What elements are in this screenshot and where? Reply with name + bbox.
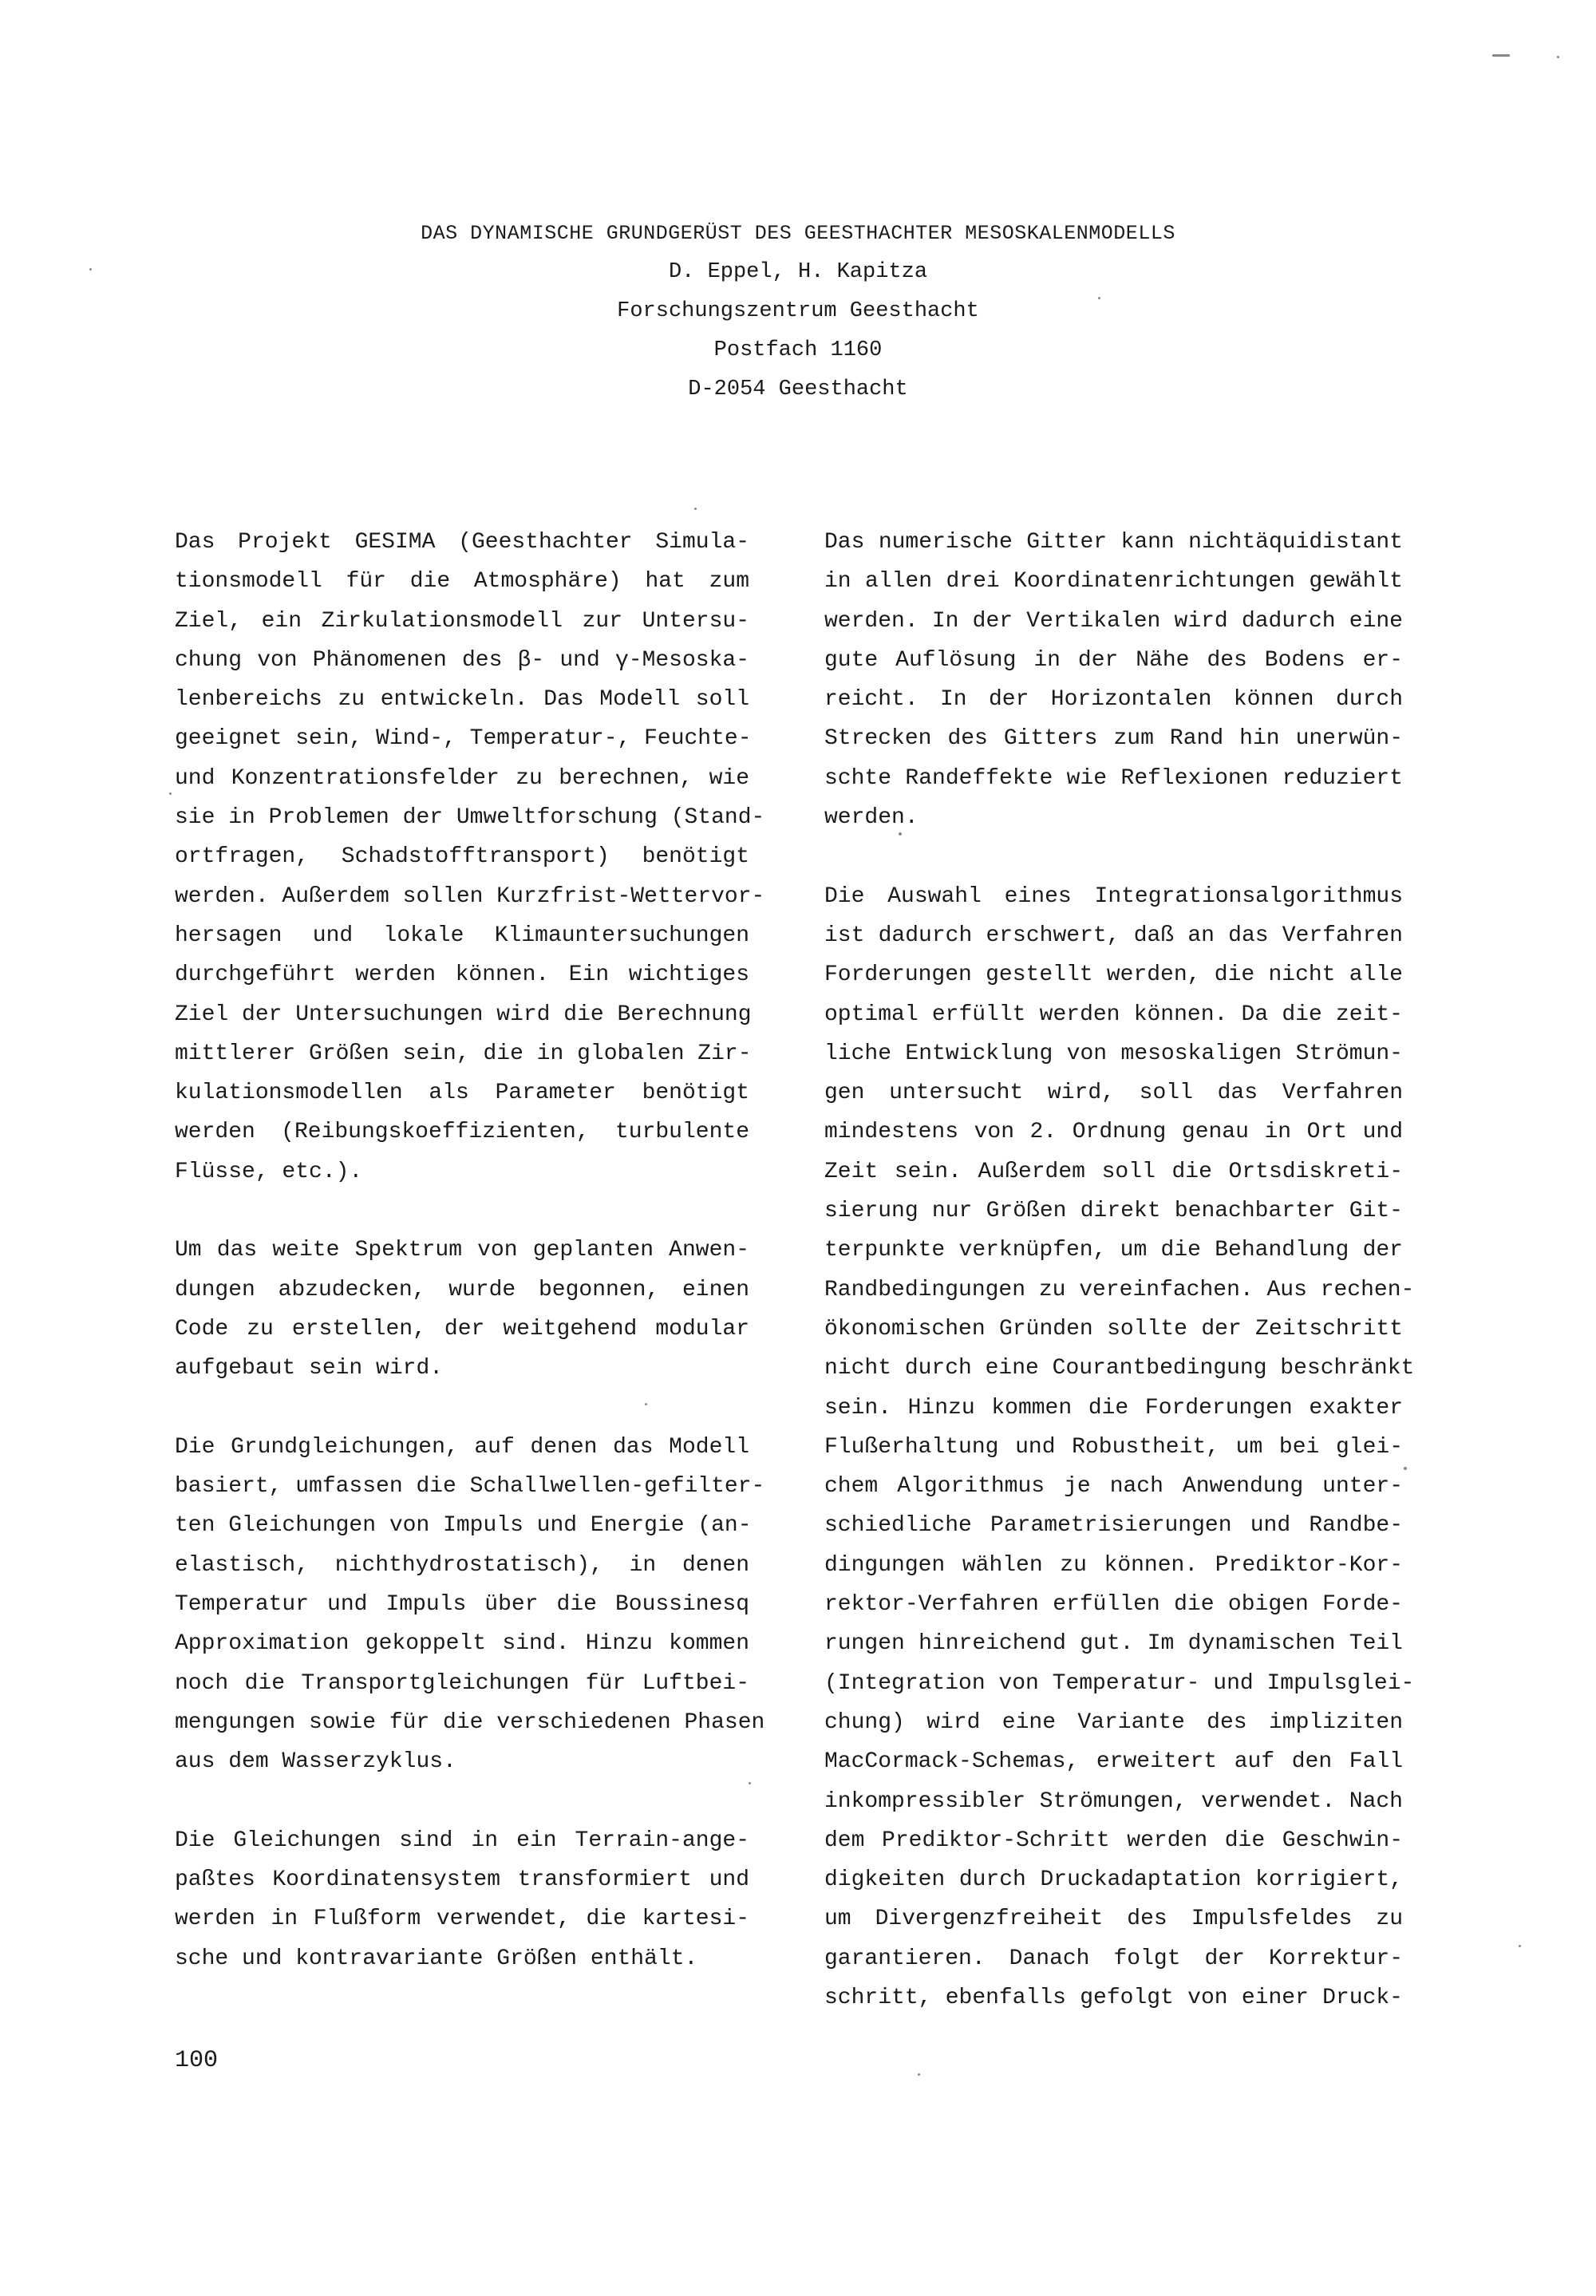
text-line: werden. Außerdem sollen Kurzfrist-Wettervor- [175,883,765,909]
text-line: hersagen und lokale Klimauntersuchungen [175,923,749,948]
text-line: werden. In der Vertikalen wird dadurch eine [824,608,1403,634]
text-line: chung) wird eine Variante des impliziten [824,1709,1403,1735]
right-text-column [824,523,1415,2057]
page-number: 100 [175,2047,219,2074]
text-line: garantieren. Danach folgt der Korrektur- [824,1946,1403,1971]
paragraph [175,523,765,1191]
text-line: in allen drei Koordinatenrichtungen gewählt [824,569,1403,595]
text-line: Die Grundgleichungen, auf denen das Modell [175,1434,749,1460]
text-line: sein. Hinzu kommen die Forderungen exakter [824,1395,1403,1421]
text-line: paßtes Koordinatensystem transformiert und [175,1867,749,1893]
text-line: Die Gleichungen sind in ein Terrain-ange- [175,1828,749,1853]
scan-speck [694,508,697,510]
text-line: Zeit sein. Außerdem soll die Ortsdiskreti- [824,1159,1403,1184]
author-institution: Forschungszentrum Geesthacht [617,299,979,323]
text-line: ten Gleichungen von Impuls und Energie (an- [175,1513,752,1539]
text-line: dungen abzudecken, wurde begonnen, einen [175,1277,749,1302]
paragraph [175,1231,749,1388]
text-line: noch die Transportgleichungen für Luftbei- [175,1670,749,1696]
text-line: gen untersucht wird, soll das Verfahren [824,1081,1403,1106]
text-line: schritt, ebenfalls gefolgt von einer Druck- [824,1985,1403,2010]
text-line: werden in Flußform verwendet, die kartesi- [175,1907,749,1932]
text-line: ist dadurch erschwert, daß an das Verfahren [824,923,1403,948]
text-line: nicht durch eine Courantbedingung beschränkt [824,1356,1415,1381]
text-line: chung von Phänomenen des β- und γ-Mesoska- [175,647,749,673]
scan-speck [918,2073,920,2076]
text-line: ortfragen, Schadstofftransport) benötigt [175,844,749,870]
paragraph [824,523,1403,837]
text-line: werden (Reibungskoeffizienten, turbulente [175,1120,749,1145]
paper-authors: D. Eppel, H. Kapitza [668,260,928,284]
paragraph [175,1428,765,1782]
text-line: basiert, umfassen die Schallwellen-gefilter- [175,1474,765,1500]
paragraph [175,1821,749,1978]
text-line: sie in Problemen der Umweltforschung (Stand- [175,805,765,831]
text-line: schte Randeffekte wie Reflexionen reduziert [824,765,1403,791]
author-postbox: Postfach 1160 [713,338,883,362]
text-line: werden. [824,805,918,831]
text-line: terpunkte verknüpfen, um die Behandlung der [824,1238,1403,1263]
document-header [0,214,1596,409]
text-line: und Konzentrationsfelder zu berechnen, wie [175,765,749,791]
text-line: sche und kontravariante Größen enthält. [175,1946,698,1971]
scan-speck [749,1782,751,1784]
text-line: reicht. In der Horizontalen können durch [824,687,1403,713]
text-line: chem Algorithmus je nach Anwendung unter- [824,1474,1403,1500]
left-text-column [175,523,765,2017]
text-line: inkompressibler Strömungen, verwendet. Nach [824,1788,1403,1814]
text-line: MacCormack-Schemas, erweitert auf den Fall [824,1749,1403,1775]
scan-speck [89,268,92,271]
text-line: sierung nur Größen direkt benachbarter Git- [824,1199,1403,1224]
text-line: lenbereichs zu entwickeln. Das Modell soll [175,687,749,713]
paper-title: DAS DYNAMISCHE GRUNDGERÜST DES GEESTHACHTER MESOSKALENMODELLS [421,222,1175,245]
author-city: D-2054 Geesthacht [688,377,908,401]
text-line: Flüsse, etc.). [175,1159,363,1184]
scan-speck [645,1403,647,1405]
text-line: Die Auswahl eines Integrationsalgorithmus [824,883,1403,909]
scan-mark [1492,54,1510,57]
text-line: ökonomischen Gründen sollte der Zeitschritt [824,1316,1403,1342]
text-line: Approximation gekoppelt sind. Hinzu kommen [175,1631,749,1657]
text-line: Flußerhaltung und Robustheit, um bei glei- [824,1434,1403,1460]
text-line: (Integration von Temperatur- und Impulsglei- [824,1670,1415,1696]
text-line: Um das weite Spektrum von geplanten Anwen- [175,1238,749,1263]
text-line: digkeiten durch Druckadaptation korrigiert, [824,1867,1403,1893]
text-line: Ziel der Untersuchungen wird die Berechnung [175,1002,752,1027]
scan-speck [1098,297,1100,299]
text-line: tionsmodell für die Atmosphäre) hat zum [175,569,749,595]
text-line: Ziel, ein Zirkulationsmodell zur Untersu- [175,608,749,634]
text-line: Das numerische Gitter kann nichtäquidistant [824,530,1403,555]
text-line: optimal erfüllt werden können. Da die zeit- [824,1002,1403,1027]
text-line: Randbedingungen zu vereinfachen. Aus rechen- [824,1277,1415,1302]
text-line: gute Auflösung in der Nähe des Bodens er- [824,647,1403,673]
text-line: liche Entwicklung von mesoskaligen Strömun- [824,1041,1403,1066]
text-line: um Divergenzfreiheit des Impulsfeldes zu [824,1907,1403,1932]
text-line: Strecken des Gitters zum Rand hin unerwün- [824,726,1403,752]
text-line: Forderungen gestellt werden, die nicht alle [824,962,1403,988]
scan-speck [1404,1467,1407,1470]
text-line: dingungen wählen zu können. Prediktor-Kor- [824,1552,1403,1578]
text-line: Das Projekt GESIMA (Geesthachter Simula- [175,530,749,555]
text-line: dem Prediktor-Schritt werden die Geschwin- [824,1828,1403,1853]
text-line: rungen hinreichend gut. Im dynamischen Teil [824,1631,1403,1657]
text-line: rektor-Verfahren erfüllen die obigen Forde- [824,1592,1403,1618]
scan-speck [1557,56,1559,58]
text-line: elastisch, nichthydrostatisch), in denen [175,1552,749,1578]
text-line: mindestens von 2. Ordnung genau in Ort und [824,1120,1403,1145]
text-line: mittlerer Größen sein, die in globalen Zir- [175,1041,752,1066]
scan-speck [899,832,902,836]
scan-speck [169,792,172,795]
text-line: durchgeführt werden können. Ein wichtiges [175,962,749,988]
text-line: Code zu erstellen, der weitgehend modular [175,1316,749,1342]
text-line: schiedliche Parametrisierungen und Randbe- [824,1513,1403,1539]
text-line: Temperatur und Impuls über die Boussinesq [175,1592,749,1618]
text-line: mengungen sowie für die verschiedenen Phasen [175,1709,765,1735]
paragraph [824,877,1415,2018]
scan-speck [1519,1945,1521,1947]
text-line: kulationsmodellen als Parameter benötigt [175,1081,749,1106]
text-line: aus dem Wasserzyklus. [175,1749,456,1775]
text-line: aufgebaut sein wird. [175,1356,444,1381]
text-line: geeignet sein, Wind-, Temperatur-, Feuchte- [175,726,752,752]
